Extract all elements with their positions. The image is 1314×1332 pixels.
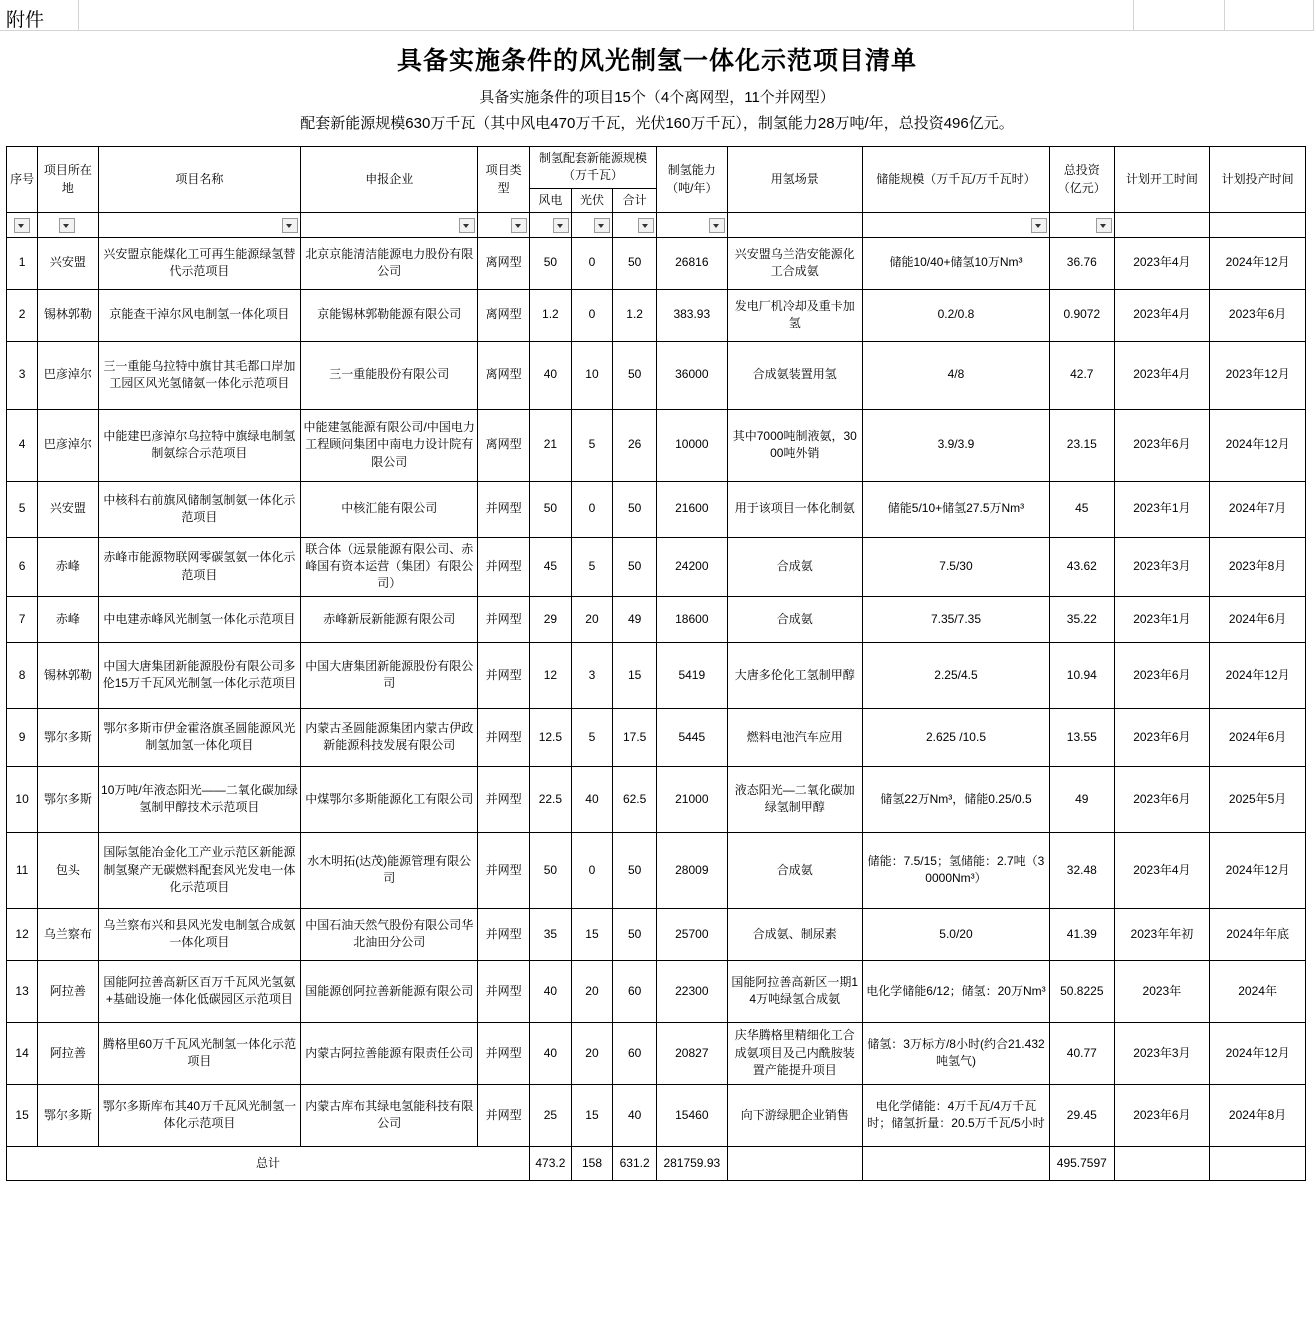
cell-wind: 29 xyxy=(530,596,572,642)
cell-project-type: 并网型 xyxy=(478,766,530,832)
cell-location: 鄂尔多斯 xyxy=(38,708,98,766)
total-wind: 473.2 xyxy=(530,1146,572,1180)
table-row xyxy=(7,596,1306,642)
cell-start-time: 2023年4月 xyxy=(1114,289,1210,341)
total-solar: 158 xyxy=(571,1146,613,1180)
cell-production-time: 2024年6月 xyxy=(1210,708,1306,766)
cell-project-name: 国能阿拉善高新区百万千瓦风光氢氨+基础设施一体化低碳园区示范项目 xyxy=(98,960,301,1022)
cell-company: 内蒙古阿拉善能源有限责任公司 xyxy=(301,1022,478,1084)
cell-investment: 23.15 xyxy=(1050,409,1114,481)
cell-storage: 2.25/4.5 xyxy=(862,642,1049,708)
cell-wind: 12 xyxy=(530,642,572,708)
cell-scenario: 合成氨 xyxy=(727,596,862,642)
cell-project-type: 并网型 xyxy=(478,596,530,642)
cell-seq: 9 xyxy=(7,708,38,766)
cell-storage: 5.0/20 xyxy=(862,908,1049,960)
cell-project-name: 中核科右前旗风储制氢制氨一体化示范项目 xyxy=(98,481,301,537)
table-row xyxy=(7,832,1306,908)
cell-solar: 0 xyxy=(571,237,613,289)
cell-seq: 14 xyxy=(7,1022,38,1084)
cell-h2-capacity: 26816 xyxy=(656,237,727,289)
cell-solar: 10 xyxy=(571,341,613,409)
grid-col xyxy=(79,0,1134,30)
cell-location: 鄂尔多斯 xyxy=(38,766,98,832)
cell-total-capacity: 50 xyxy=(613,481,657,537)
cell-start-time: 2023年4月 xyxy=(1114,237,1210,289)
cell-project-name: 京能查干淖尔风电制氢一体化项目 xyxy=(98,289,301,341)
cell-wind: 45 xyxy=(530,537,572,596)
cell-production-time: 2024年12月 xyxy=(1210,409,1306,481)
header-total-capacity: 合计 xyxy=(613,188,657,212)
cell-start-time: 2023年6月 xyxy=(1114,409,1210,481)
cell-storage: 7.35/7.35 xyxy=(862,596,1049,642)
cell-company: 中核汇能有限公司 xyxy=(301,481,478,537)
header-project-name: 项目名称 xyxy=(98,147,301,213)
header-storage: 储能规模（万千瓦/万千瓦时） xyxy=(862,147,1049,213)
total-label: 总计 xyxy=(7,1146,530,1180)
cell-h2-capacity: 36000 xyxy=(656,341,727,409)
cell-project-type: 并网型 xyxy=(478,832,530,908)
cell-wind: 12.5 xyxy=(530,708,572,766)
cell-wind: 40 xyxy=(530,1022,572,1084)
cell-seq: 11 xyxy=(7,832,38,908)
cell-project-name: 鄂尔多斯库布其40万千瓦风光制氢一体化示范项目 xyxy=(98,1084,301,1146)
cell-company: 北京京能清洁能源电力股份有限公司 xyxy=(301,237,478,289)
cell-start-time: 2023年6月 xyxy=(1114,642,1210,708)
filter-dropdown-icon[interactable] xyxy=(1096,218,1112,233)
cell-production-time: 2023年6月 xyxy=(1210,289,1306,341)
cell-investment: 49 xyxy=(1050,766,1114,832)
cell-location: 鄂尔多斯 xyxy=(38,1084,98,1146)
cell-company: 内蒙古库布其绿电氢能科技有限公司 xyxy=(301,1084,478,1146)
table-row xyxy=(7,481,1306,537)
header-wind: 风电 xyxy=(530,188,572,212)
cell-h2-capacity: 28009 xyxy=(656,832,727,908)
cell-storage: 0.2/0.8 xyxy=(862,289,1049,341)
header-company: 申报企业 xyxy=(301,147,478,213)
cell-project-type: 离网型 xyxy=(478,409,530,481)
cell-start-time: 2023年 xyxy=(1114,960,1210,1022)
cell-wind: 22.5 xyxy=(530,766,572,832)
cell-seq: 5 xyxy=(7,481,38,537)
filter-scenario[interactable] xyxy=(727,213,862,237)
total-capacity: 631.2 xyxy=(613,1146,657,1180)
cell-h2-capacity: 5419 xyxy=(656,642,727,708)
cell-seq: 13 xyxy=(7,960,38,1022)
cell-location: 阿拉善 xyxy=(38,960,98,1022)
cell-seq: 1 xyxy=(7,237,38,289)
cell-production-time: 2023年12月 xyxy=(1210,341,1306,409)
cell-project-type: 并网型 xyxy=(478,708,530,766)
cell-storage: 储能10/40+储氢10万Nm³ xyxy=(862,237,1049,289)
cell-solar: 15 xyxy=(571,908,613,960)
cell-start-time: 2023年4月 xyxy=(1114,341,1210,409)
cell-storage: 4/8 xyxy=(862,341,1049,409)
filter-dropdown-icon[interactable] xyxy=(59,218,75,233)
cell-start-time: 2023年3月 xyxy=(1114,537,1210,596)
cell-production-time: 2023年8月 xyxy=(1210,537,1306,596)
filter-dropdown-icon[interactable] xyxy=(553,218,569,233)
cell-company: 国能源创阿拉善新能源有限公司 xyxy=(301,960,478,1022)
cell-start-time: 2023年3月 xyxy=(1114,1022,1210,1084)
header-h2-capacity: 制氢能力（吨/年） xyxy=(656,147,727,213)
cell-company: 联合体（远景能源有限公司、赤峰国有资本运营（集团）有限公司） xyxy=(301,537,478,596)
filter-location[interactable] xyxy=(38,213,98,237)
cell-h2-capacity: 21600 xyxy=(656,481,727,537)
cell-company: 赤峰新辰新能源有限公司 xyxy=(301,596,478,642)
cell-solar: 0 xyxy=(571,481,613,537)
cell-start-time: 2023年6月 xyxy=(1114,708,1210,766)
cell-investment: 43.62 xyxy=(1050,537,1114,596)
total-scenario xyxy=(727,1146,862,1180)
cell-investment: 36.76 xyxy=(1050,237,1114,289)
table-row xyxy=(7,237,1306,289)
cell-solar: 5 xyxy=(571,537,613,596)
cell-total-capacity: 15 xyxy=(613,642,657,708)
table-row xyxy=(7,1022,1306,1084)
cell-h2-capacity: 21000 xyxy=(656,766,727,832)
cell-project-name: 10万吨/年液态阳光——二氧化碳加绿氢制甲醇技术示范项目 xyxy=(98,766,301,832)
cell-total-capacity: 50 xyxy=(613,237,657,289)
cell-investment: 40.77 xyxy=(1050,1022,1114,1084)
table-row xyxy=(7,409,1306,481)
cell-project-name: 鄂尔多斯市伊金霍洛旗圣圆能源风光制氢加氢一体化项目 xyxy=(98,708,301,766)
table-total-row xyxy=(7,1146,1306,1180)
cell-scenario: 大唐多伦化工氢制甲醇 xyxy=(727,642,862,708)
cell-solar: 3 xyxy=(571,642,613,708)
cell-scenario: 庆华腾格里精细化工合成氨项目及己内酰胺装置产能提升项目 xyxy=(727,1022,862,1084)
cell-wind: 40 xyxy=(530,960,572,1022)
cell-storage: 储氢：3万标方/8小时(约合21.432吨氢气) xyxy=(862,1022,1049,1084)
cell-scenario: 其中7000吨制液氨，3000吨外销 xyxy=(727,409,862,481)
cell-production-time: 2024年6月 xyxy=(1210,596,1306,642)
cell-h2-capacity: 10000 xyxy=(656,409,727,481)
header-production-time: 计划投产时间 xyxy=(1210,147,1306,213)
header-start-time: 计划开工时间 xyxy=(1114,147,1210,213)
cell-project-type: 离网型 xyxy=(478,289,530,341)
cell-storage: 电化学储能6/12；储氢：20万Nm³ xyxy=(862,960,1049,1022)
cell-solar: 5 xyxy=(571,708,613,766)
cell-start-time: 2023年1月 xyxy=(1114,596,1210,642)
cell-company: 中能建氢能源有限公司/中国电力工程顾问集团中南电力设计院有限公司 xyxy=(301,409,478,481)
cell-investment: 45 xyxy=(1050,481,1114,537)
cell-investment: 50.8225 xyxy=(1050,960,1114,1022)
cell-solar: 20 xyxy=(571,960,613,1022)
cell-start-time: 2023年6月 xyxy=(1114,1084,1210,1146)
cell-location: 巴彦淖尔 xyxy=(38,341,98,409)
cell-scenario: 国能阿拉善高新区一期14万吨绿氢合成氨 xyxy=(727,960,862,1022)
filter-h2-capacity[interactable] xyxy=(656,213,727,237)
cell-start-time: 2023年1月 xyxy=(1114,481,1210,537)
cell-total-capacity: 50 xyxy=(613,832,657,908)
cell-production-time: 2025年5月 xyxy=(1210,766,1306,832)
cell-solar: 5 xyxy=(571,409,613,481)
filter-seq[interactable] xyxy=(7,213,38,237)
cell-storage: 电化学储能：4万千瓦/4万千瓦时；储氢折量：20.5万千瓦/5小时 xyxy=(862,1084,1049,1146)
cell-storage: 储氢22万Nm³，储能0.25/0.5 xyxy=(862,766,1049,832)
cell-h2-capacity: 383.93 xyxy=(656,289,727,341)
cell-project-name: 中电建赤峰风光制氢一体化示范项目 xyxy=(98,596,301,642)
filter-start-time[interactable] xyxy=(1114,213,1210,237)
cell-location: 锡林郭勒 xyxy=(38,642,98,708)
cell-seq: 8 xyxy=(7,642,38,708)
total-h2-capacity: 281759.93 xyxy=(656,1146,727,1180)
cell-company: 中国石油天然气股份有限公司华北油田分公司 xyxy=(301,908,478,960)
total-investment: 495.7597 xyxy=(1050,1146,1114,1180)
table-row xyxy=(7,960,1306,1022)
subtitle-line-1: 具备实施条件的项目15个（4个离网型，11个并网型） xyxy=(479,89,835,106)
cell-solar: 20 xyxy=(571,596,613,642)
cell-scenario: 兴安盟乌兰浩安能源化工合成氨 xyxy=(727,237,862,289)
cell-wind: 25 xyxy=(530,1084,572,1146)
cell-investment: 10.94 xyxy=(1050,642,1114,708)
grid-col xyxy=(1134,0,1225,30)
cell-production-time: 2024年12月 xyxy=(1210,237,1306,289)
cell-location: 锡林郭勒 xyxy=(38,289,98,341)
cell-production-time: 2024年8月 xyxy=(1210,1084,1306,1146)
cell-seq: 4 xyxy=(7,409,38,481)
cell-seq: 7 xyxy=(7,596,38,642)
cell-start-time: 2023年4月 xyxy=(1114,832,1210,908)
cell-wind: 1.2 xyxy=(530,289,572,341)
filter-dropdown-icon[interactable] xyxy=(282,218,298,233)
cell-h2-capacity: 15460 xyxy=(656,1084,727,1146)
grid-col xyxy=(1225,0,1314,30)
filter-dropdown-icon[interactable] xyxy=(594,218,610,233)
filter-total-capacity[interactable] xyxy=(613,213,657,237)
cell-production-time: 2024年年底 xyxy=(1210,908,1306,960)
table-row xyxy=(7,908,1306,960)
grid-col xyxy=(0,0,79,30)
header-scenario: 用氢场景 xyxy=(727,147,862,213)
cell-total-capacity: 40 xyxy=(613,1084,657,1146)
cell-scenario: 发电厂机冷却及重卡加氢 xyxy=(727,289,862,341)
cell-solar: 0 xyxy=(571,289,613,341)
cell-production-time: 2024年12月 xyxy=(1210,1022,1306,1084)
cell-total-capacity: 50 xyxy=(613,908,657,960)
header-location: 项目所在地 xyxy=(38,147,98,213)
cell-total-capacity: 17.5 xyxy=(613,708,657,766)
cell-start-time: 2023年年初 xyxy=(1114,908,1210,960)
cell-storage: 3.9/3.9 xyxy=(862,409,1049,481)
filter-investment[interactable] xyxy=(1050,213,1114,237)
cell-h2-capacity: 5445 xyxy=(656,708,727,766)
filter-dropdown-icon[interactable] xyxy=(459,218,475,233)
subtitle-block xyxy=(0,83,1314,146)
cell-location: 阿拉善 xyxy=(38,1022,98,1084)
cell-h2-capacity: 22300 xyxy=(656,960,727,1022)
cell-investment: 41.39 xyxy=(1050,908,1114,960)
attachment-label: 附件 xyxy=(6,10,45,31)
table-body xyxy=(7,237,1306,1180)
cell-solar: 0 xyxy=(571,832,613,908)
header-solar: 光伏 xyxy=(571,188,613,212)
cell-solar: 15 xyxy=(571,1084,613,1146)
cell-company: 中国大唐集团新能源股份有限公司 xyxy=(301,642,478,708)
cell-start-time: 2023年6月 xyxy=(1114,766,1210,832)
cell-location: 兴安盟 xyxy=(38,237,98,289)
cell-seq: 6 xyxy=(7,537,38,596)
table-row xyxy=(7,537,1306,596)
cell-company: 内蒙古圣圆能源集团内蒙古伊政新能源科技发展有限公司 xyxy=(301,708,478,766)
cell-project-type: 并网型 xyxy=(478,1084,530,1146)
cell-investment: 0.9072 xyxy=(1050,289,1114,341)
cell-storage: 储能5/10+储氢27.5万Nm³ xyxy=(862,481,1049,537)
filter-company[interactable] xyxy=(301,213,478,237)
cell-project-type: 离网型 xyxy=(478,341,530,409)
header-capacity-group: 制氢配套新能源规模（万千瓦） xyxy=(530,147,657,189)
table-row xyxy=(7,1084,1306,1146)
cell-production-time: 2024年 xyxy=(1210,960,1306,1022)
cell-project-name: 三一重能乌拉特中旗甘其毛都口岸加工园区风光氢储氨一体化示范项目 xyxy=(98,341,301,409)
cell-location: 赤峰 xyxy=(38,596,98,642)
cell-project-type: 并网型 xyxy=(478,481,530,537)
filter-dropdown-icon[interactable] xyxy=(709,218,725,233)
filter-production-time[interactable] xyxy=(1210,213,1306,237)
cell-project-name: 中国大唐集团新能源股份有限公司多伦15万千瓦风光制氢一体化示范项目 xyxy=(98,642,301,708)
cell-wind: 40 xyxy=(530,341,572,409)
cell-scenario: 用于该项目一体化制氨 xyxy=(727,481,862,537)
table-row xyxy=(7,766,1306,832)
cell-project-name: 国际氢能冶金化工产业示范区新能源制氢聚产无碳燃料配套风光发电一体化示范项目 xyxy=(98,832,301,908)
table-header-row xyxy=(7,147,1306,189)
cell-investment: 13.55 xyxy=(1050,708,1114,766)
header-investment: 总投资（亿元） xyxy=(1050,147,1114,213)
cell-scenario: 合成氨、制尿素 xyxy=(727,908,862,960)
cell-project-type: 并网型 xyxy=(478,642,530,708)
cell-company: 三一重能股份有限公司 xyxy=(301,341,478,409)
cell-project-type: 并网型 xyxy=(478,908,530,960)
cell-seq: 12 xyxy=(7,908,38,960)
cell-seq: 3 xyxy=(7,341,38,409)
cell-project-name: 乌兰察布兴和县风光发电制氢合成氨一体化项目 xyxy=(98,908,301,960)
cell-project-name: 赤峰市能源物联网零碳氢氨一体化示范项目 xyxy=(98,537,301,596)
cell-project-name: 腾格里60万千瓦风光制氢一体化示范项目 xyxy=(98,1022,301,1084)
cell-wind: 50 xyxy=(530,237,572,289)
cell-production-time: 2024年7月 xyxy=(1210,481,1306,537)
page-title: 具备实施条件的风光制氢一体化示范项目清单 xyxy=(396,47,917,75)
cell-company: 中煤鄂尔多斯能源化工有限公司 xyxy=(301,766,478,832)
cell-investment: 42.7 xyxy=(1050,341,1114,409)
cell-storage: 7.5/30 xyxy=(862,537,1049,596)
table-row xyxy=(7,642,1306,708)
cell-scenario: 燃料电池汽车应用 xyxy=(727,708,862,766)
filter-dropdown-icon[interactable] xyxy=(14,218,30,233)
filter-dropdown-icon[interactable] xyxy=(638,218,654,233)
cell-total-capacity: 50 xyxy=(613,341,657,409)
cell-h2-capacity: 20827 xyxy=(656,1022,727,1084)
cell-production-time: 2024年12月 xyxy=(1210,642,1306,708)
header-seq: 序号 xyxy=(7,147,38,213)
cell-scenario: 合成氨 xyxy=(727,832,862,908)
cell-scenario: 液态阳光—二氧化碳加绿氢制甲醇 xyxy=(727,766,862,832)
table-row xyxy=(7,708,1306,766)
cell-solar: 20 xyxy=(571,1022,613,1084)
cell-h2-capacity: 25700 xyxy=(656,908,727,960)
cell-total-capacity: 49 xyxy=(613,596,657,642)
cell-production-time: 2024年12月 xyxy=(1210,832,1306,908)
cell-company: 京能锡林郭勒能源有限公司 xyxy=(301,289,478,341)
cell-investment: 32.48 xyxy=(1050,832,1114,908)
cell-project-type: 并网型 xyxy=(478,1022,530,1084)
total-production-time xyxy=(1210,1146,1306,1180)
cell-location: 乌兰察布 xyxy=(38,908,98,960)
table-row xyxy=(7,341,1306,409)
cell-storage: 2.625 /10.5 xyxy=(862,708,1049,766)
cell-h2-capacity: 18600 xyxy=(656,596,727,642)
cell-h2-capacity: 24200 xyxy=(656,537,727,596)
header-project-type: 项目类型 xyxy=(478,147,530,213)
cell-wind: 21 xyxy=(530,409,572,481)
cell-total-capacity: 60 xyxy=(613,960,657,1022)
filter-wind[interactable] xyxy=(530,213,572,237)
filter-dropdown-icon[interactable] xyxy=(1031,218,1047,233)
cell-project-type: 并网型 xyxy=(478,960,530,1022)
cell-solar: 40 xyxy=(571,766,613,832)
cell-project-name: 兴安盟京能煤化工可再生能源绿氢替代示范项目 xyxy=(98,237,301,289)
cell-project-type: 离网型 xyxy=(478,237,530,289)
cell-storage: 储能：7.5/15；氢储能：2.7吨（30000Nm³） xyxy=(862,832,1049,908)
cell-wind: 50 xyxy=(530,832,572,908)
cell-investment: 29.45 xyxy=(1050,1084,1114,1146)
cell-seq: 2 xyxy=(7,289,38,341)
cell-location: 兴安盟 xyxy=(38,481,98,537)
subtitle-line-2: 配套新能源规模630万千瓦（其中风电470万千瓦，光伏160万千瓦），制氢能力28万吨/年，总投资496亿元。 xyxy=(300,114,1014,132)
cell-investment: 35.22 xyxy=(1050,596,1114,642)
cell-total-capacity: 50 xyxy=(613,537,657,596)
filter-project-name[interactable] xyxy=(98,213,301,237)
total-storage xyxy=(862,1146,1049,1180)
filter-dropdown-icon[interactable] xyxy=(511,218,527,233)
total-start-time xyxy=(1114,1146,1210,1180)
cell-location: 巴彦淖尔 xyxy=(38,409,98,481)
cell-seq: 10 xyxy=(7,766,38,832)
cell-total-capacity: 26 xyxy=(613,409,657,481)
cell-scenario: 合成氨装置用氢 xyxy=(727,341,862,409)
cell-project-name: 中能建巴彦淖尔乌拉特中旗绿电制氢制氨综合示范项目 xyxy=(98,409,301,481)
project-list-table xyxy=(6,146,1306,1181)
cell-project-type: 并网型 xyxy=(478,537,530,596)
cell-wind: 50 xyxy=(530,481,572,537)
cell-wind: 35 xyxy=(530,908,572,960)
filter-row xyxy=(7,213,1306,237)
cell-total-capacity: 60 xyxy=(613,1022,657,1084)
table-row xyxy=(7,289,1306,341)
cell-location: 赤峰 xyxy=(38,537,98,596)
cell-scenario: 向下游绿肥企业销售 xyxy=(727,1084,862,1146)
cell-location: 包头 xyxy=(38,832,98,908)
cell-seq: 15 xyxy=(7,1084,38,1146)
filter-solar[interactable] xyxy=(571,213,613,237)
cell-total-capacity: 62.5 xyxy=(613,766,657,832)
filter-project-type[interactable] xyxy=(478,213,530,237)
cell-scenario: 合成氨 xyxy=(727,537,862,596)
spreadsheet-top-gridlines xyxy=(0,0,1314,31)
cell-company: 水木明拓(达茂)能源管理有限公司 xyxy=(301,832,478,908)
cell-total-capacity: 1.2 xyxy=(613,289,657,341)
filter-storage[interactable] xyxy=(862,213,1049,237)
